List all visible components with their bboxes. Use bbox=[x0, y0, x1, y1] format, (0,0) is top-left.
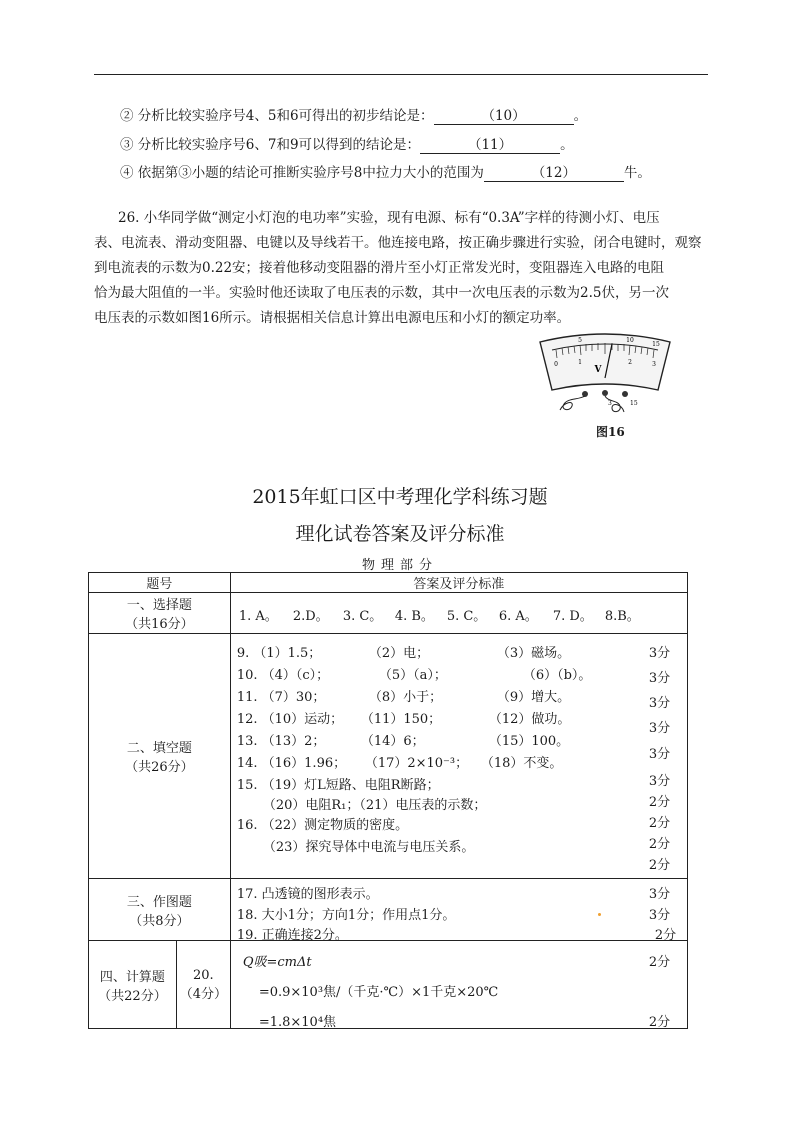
question-2-suffix: 。 bbox=[573, 108, 588, 124]
calc-result: =1.8×10⁴焦 bbox=[258, 1015, 337, 1030]
drawing-section-label bbox=[89, 879, 231, 941]
fill-score: 2分 bbox=[648, 816, 671, 831]
table-row-fill bbox=[89, 634, 688, 879]
choice-answer: 1. A。 bbox=[238, 609, 278, 624]
fill-section-label bbox=[89, 634, 231, 879]
drawing-score: 3分 bbox=[648, 908, 671, 923]
answer-blank-11[interactable]: （11） bbox=[420, 133, 560, 154]
fill-score: 3分 bbox=[648, 646, 671, 661]
fill-answer: （17）2×10⁻³； bbox=[364, 756, 469, 771]
choice-answer: 5. C。 bbox=[446, 609, 487, 624]
drawing-answers bbox=[230, 879, 687, 941]
fill-answer: 13. （13）2； bbox=[236, 734, 326, 749]
fill-score: 3分 bbox=[648, 747, 671, 762]
fill-answer: （18）不变。 bbox=[480, 756, 563, 771]
drawing-answer: 19. 正确连接2分。 bbox=[236, 928, 348, 943]
question-4-text: ④ 依据第③小题的结论可推断实验序号8中拉力大小的范围为 bbox=[120, 165, 484, 181]
q26-line: 电压表的示数如图16所示。请根据相关信息计算出电源电压和小灯的额定功率。 bbox=[94, 310, 571, 326]
meter-terminal-label: 3 bbox=[608, 400, 612, 407]
calc-answers bbox=[230, 941, 687, 1029]
meter-case bbox=[540, 334, 670, 390]
fill-score: 3分 bbox=[648, 696, 671, 711]
fill-answer: 11. （7）30； bbox=[236, 690, 326, 705]
fill-score: 3分 bbox=[648, 721, 671, 736]
choice-answer: 4. B。 bbox=[394, 609, 434, 624]
fill-score: 3分 bbox=[648, 671, 671, 686]
fill-section-name: 二、填空题 bbox=[126, 741, 192, 756]
fill-answer: （3）磁场。 bbox=[496, 646, 571, 661]
fill-answer: （20）电阻R₁；（21）电压表的示数； bbox=[262, 798, 487, 813]
fill-score: 2分 bbox=[648, 858, 671, 873]
choice-answers bbox=[230, 593, 687, 634]
fill-score: 3分 bbox=[648, 774, 671, 789]
calc-step: =0.9×10³焦/（千克·℃）×1千克×20℃ bbox=[258, 985, 499, 1000]
drawing-section-name: 三、作图题 bbox=[126, 894, 192, 910]
meter-terminal-3 bbox=[602, 390, 608, 396]
drawing-score: 2分 bbox=[654, 928, 677, 943]
meter-bottom-label: 3 bbox=[652, 361, 656, 368]
fill-section-points: （共26分） bbox=[125, 760, 194, 775]
table-row-calc bbox=[89, 941, 688, 1029]
fill-answer: 14. （16）1.96； bbox=[236, 756, 347, 771]
question-3-text: ③ 分析比较实验序号6、7和9可以得到的结论是： bbox=[120, 137, 421, 153]
header-answer: 答案及评分标准 bbox=[230, 573, 687, 593]
meter-top-label: 5 bbox=[578, 337, 582, 344]
drawing-score: 3分 bbox=[648, 887, 671, 902]
fill-answers bbox=[230, 634, 687, 879]
choice-section-name: 一、选择题 bbox=[126, 598, 192, 613]
calc-score: 2分 bbox=[648, 955, 671, 970]
q26-line: 恰为最大阻值的一半。实验时他还读取了电压表的示数，其中一次电压表的示数为2.5伏，另一次 bbox=[94, 285, 669, 301]
fill-answer: （23）探究导体中电流与电压关系。 bbox=[262, 840, 475, 855]
table-header-row bbox=[89, 573, 688, 593]
fill-score: 2分 bbox=[648, 795, 671, 810]
fill-answer: （14）6； bbox=[360, 734, 425, 749]
question-2-text: ② 分析比较实验序号4、5和6可得出的初步结论是： bbox=[120, 108, 434, 124]
drawing-answer: 17. 凸透镜的图形表示。 bbox=[236, 887, 379, 902]
table-row-choice bbox=[89, 593, 688, 634]
question-3-suffix: 。 bbox=[560, 137, 574, 153]
meter-bottom-label: 2 bbox=[628, 359, 632, 366]
document-title: 2015年虹口区中考理化学科练习题 bbox=[252, 486, 548, 508]
fill-answer: （11）150； bbox=[360, 712, 442, 727]
meter-bottom-label: 0 bbox=[554, 361, 558, 368]
document-subtitle: 理化试卷答案及评分标准 bbox=[295, 523, 505, 545]
drawing-answer: 18. 大小1分；方向1分；作用点1分。 bbox=[236, 908, 456, 923]
choice-section-label bbox=[89, 593, 231, 634]
q26-line: 26. 小华同学做“测定小灯泡的电功率”实验，现有电源、标有“0.3A”字样的待测小灯、电压 bbox=[118, 210, 660, 226]
answer-blank-10[interactable]: （10） bbox=[434, 104, 574, 125]
calc-section-label bbox=[89, 941, 177, 1029]
fill-answer: 10. （4）（c）； bbox=[236, 668, 330, 683]
fill-answer: （8）小于； bbox=[368, 690, 443, 705]
meter-wire-left bbox=[560, 396, 585, 410]
meter-top-label: 10 bbox=[626, 337, 634, 344]
answer-blank-12[interactable]: （12） bbox=[484, 161, 624, 182]
answer-table bbox=[88, 572, 688, 1029]
fill-answer: 9. （1）1.5； bbox=[236, 646, 322, 661]
calc-score: 2分 bbox=[648, 1015, 671, 1030]
voltmeter-figure bbox=[530, 330, 680, 424]
choice-answer: 2.D。 bbox=[292, 609, 329, 624]
fill-score: 2分 bbox=[648, 837, 671, 852]
header-question-no: 题号 bbox=[89, 573, 231, 593]
fill-answer: （9）增大。 bbox=[496, 690, 571, 705]
question-26 bbox=[94, 206, 706, 331]
calc-section-points: （共22分） bbox=[98, 988, 167, 1004]
meter-unit-label: V bbox=[594, 365, 602, 375]
choice-answer: 6. A。 bbox=[498, 609, 538, 624]
figure-caption: 图16 bbox=[596, 425, 625, 439]
fill-answer: （15）100。 bbox=[488, 734, 570, 749]
fill-answer: 15. （19）灯L短路、电阻R断路； bbox=[236, 778, 440, 793]
choice-answer: 3. C。 bbox=[342, 609, 383, 624]
fill-answer: （2）电； bbox=[368, 646, 430, 661]
question-2 bbox=[120, 104, 587, 125]
choice-answer: 8.B。 bbox=[604, 609, 640, 624]
calc-formula: Q吸=cmΔt bbox=[242, 955, 312, 970]
fill-answer: （12）做功。 bbox=[488, 712, 571, 727]
meter-top-label: 15 bbox=[652, 341, 660, 348]
meter-terminal-15 bbox=[622, 391, 628, 397]
calc-sub-number: 20. bbox=[193, 967, 214, 983]
question-4 bbox=[120, 161, 651, 182]
choice-answer: 7. D。 bbox=[552, 609, 593, 624]
fill-answer: （6）（b）。 bbox=[522, 668, 592, 683]
calc-sub-label bbox=[176, 941, 230, 1029]
question-4-suffix: 牛。 bbox=[623, 165, 651, 181]
meter-bottom-label: 1 bbox=[578, 359, 582, 366]
question-3 bbox=[120, 133, 574, 154]
fill-answer: （5）（a）； bbox=[378, 668, 447, 683]
q26-line: 到电流表的示数为0.22安；接着他移动变阻器的滑片至小灯正常发光时，变阻器连入电路的电阻 bbox=[94, 260, 665, 276]
q26-line: 表、电流表、滑动变阻器、电键以及导线若干。他连接电路，按正确步骤进行实验，闭合电键时，观察 bbox=[94, 235, 702, 251]
stray-mark bbox=[598, 913, 601, 916]
choice-section-points: （共16分） bbox=[125, 617, 194, 632]
meter-terminal-label: 15 bbox=[630, 400, 638, 407]
fill-answer: 12. （10）运动； bbox=[236, 712, 344, 727]
calc-section-name: 四、计算题 bbox=[99, 969, 165, 985]
header-rule bbox=[94, 74, 708, 75]
table-row-drawing bbox=[89, 879, 688, 941]
drawing-section-points: （共8分） bbox=[129, 913, 190, 929]
fill-answer: 16. （22）测定物质的密度。 bbox=[236, 818, 409, 833]
calc-sub-points: （4分） bbox=[179, 986, 227, 1002]
section-heading: 物理部分 bbox=[361, 558, 438, 573]
